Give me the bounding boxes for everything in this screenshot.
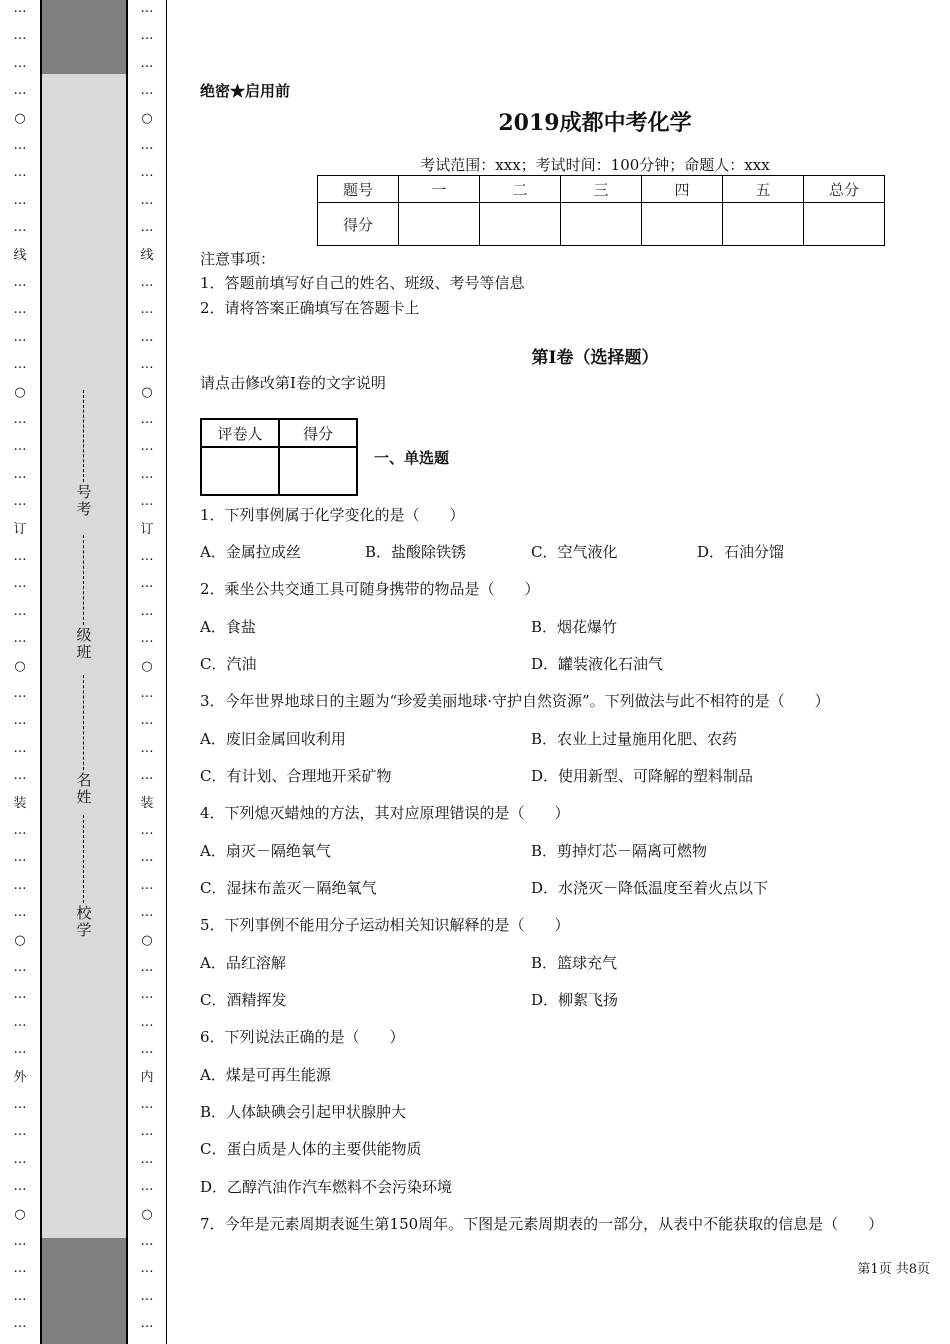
score-header-cell: 总分 <box>804 176 885 203</box>
outer-binding-column <box>8 0 32 1344</box>
binding-dots: … <box>140 302 154 318</box>
field-label: 名 姓 <box>76 771 92 806</box>
binding-dots: … <box>140 275 154 290</box>
option-b: B．人体缺碘会引起甲状腺肿大 <box>200 1103 407 1121</box>
option-d: D．乙醇汽油作汽车燃料不会污染环境 <box>200 1178 453 1196</box>
score-header-cell: 二 <box>480 176 561 203</box>
secret-mark: 绝密★启用前 <box>200 82 291 100</box>
binding-dots: … <box>13 960 27 975</box>
notice-item: 1．答题前填写好自己的姓名、班级、考号等信息 <box>200 274 525 292</box>
binding-dots: … <box>13 1014 27 1030</box>
grader-header: 得分 <box>279 419 357 447</box>
binding-dots: … <box>13 55 27 71</box>
binding-dots: … <box>140 823 154 838</box>
score-header-cell: 四 <box>642 176 723 203</box>
option-a: A．扇灭－隔绝氧气 <box>200 842 331 860</box>
binding-marker: 装 <box>13 795 27 811</box>
binding-dots: … <box>140 905 154 921</box>
binding-dots: … <box>140 83 154 99</box>
binding-dots: … <box>140 439 154 455</box>
option-a: A．金属拉成丝 <box>200 543 301 561</box>
score-header-cell: 三 <box>561 176 642 203</box>
option-c: C．有计划、合理地开采矿物 <box>200 767 392 785</box>
binding-dots: … <box>140 1234 154 1249</box>
binding-marker: 订 <box>13 521 27 537</box>
grader-header: 评卷人 <box>201 419 279 447</box>
score-input-cell[interactable] <box>723 203 804 246</box>
binding-dots: … <box>140 1 154 16</box>
binding-dots: … <box>13 603 27 619</box>
grader-input-cell[interactable] <box>201 447 279 495</box>
option-b: B．篮球充气 <box>531 954 618 972</box>
binding-marker: 外 <box>13 1069 27 1085</box>
binding-marker: ○ <box>141 658 153 674</box>
option-d: D．石油分馏 <box>697 543 785 561</box>
option-d: D．罐装液化石油气 <box>531 655 664 673</box>
option-d: D．使用新型、可降解的塑料制品 <box>531 767 754 785</box>
binding-marker: ○ <box>14 110 26 126</box>
binding-dots: … <box>140 1316 154 1332</box>
option-b: B．烟花爆竹 <box>531 618 618 636</box>
binding-dots: … <box>140 960 154 975</box>
score-table <box>317 175 885 246</box>
binding-dots: … <box>140 686 154 701</box>
field-underline <box>83 675 86 770</box>
binding-dots: … <box>13 1316 27 1332</box>
question-stem: 1．下列事例属于化学变化的是（ ） <box>200 506 465 524</box>
binding-marker: 线 <box>13 247 27 263</box>
score-header-cell: 一 <box>399 176 480 203</box>
binding-dots: … <box>140 329 154 345</box>
score-input-cell[interactable] <box>399 203 480 246</box>
binding-dots: … <box>13 576 27 592</box>
binding-dots: … <box>13 466 27 482</box>
part-title: 一、单选题 <box>374 449 450 467</box>
binding-grey-bottom <box>42 1238 126 1344</box>
binding-dots: … <box>140 138 154 153</box>
binding-dots: … <box>13 275 27 290</box>
binding-marker: ○ <box>141 384 153 400</box>
option-c: C．汽油 <box>200 655 257 673</box>
binding-marker: 内 <box>140 1069 154 1085</box>
binding-dots: … <box>140 1151 154 1167</box>
binding-dots: … <box>13 165 27 181</box>
field-label: 校 学 <box>76 904 92 939</box>
option-c: C．酒精挥发 <box>200 991 287 1009</box>
binding-dots: … <box>13 1151 27 1167</box>
exam-title: 2019成都中考化学 <box>498 110 692 136</box>
binding-dots: … <box>140 1042 154 1058</box>
question-stem: 6．下列说法正确的是（ ） <box>200 1028 405 1046</box>
option-c: C．湿抹布盖灭－隔绝氧气 <box>200 879 377 897</box>
notice-item: 2．请将答案正确填写在答题卡上 <box>200 299 420 317</box>
binding-marker: ○ <box>14 658 26 674</box>
binding-dots: … <box>13 905 27 921</box>
binding-dots: … <box>13 1179 27 1195</box>
binding-grey-top <box>42 0 126 74</box>
binding-dots: … <box>140 1097 154 1112</box>
binding-dots: … <box>140 1261 154 1277</box>
field-label: 级 班 <box>76 626 92 661</box>
score-header-cell: 题号 <box>318 176 399 203</box>
option-b: B．剪掉灯芯－隔离可燃物 <box>531 842 708 860</box>
binding-marker: 线 <box>140 247 154 263</box>
page-number: 第1页 共8页 <box>857 1262 930 1277</box>
binding-dots: … <box>13 877 27 893</box>
section-desc[interactable]: 请点击修改第I卷的文字说明 <box>200 374 386 392</box>
binding-dots: … <box>140 165 154 181</box>
option-c: C．蛋白质是人体的主要供能物质 <box>200 1140 422 1158</box>
binding-dots: … <box>140 28 154 44</box>
binding-dots: … <box>13 987 27 1003</box>
question-stem: 7．今年是元素周期表诞生第150周年。下图是元素周期表的一部分，从表中不能获取的信息是（ ） <box>200 1215 884 1233</box>
field-underline <box>83 390 86 482</box>
option-d: D．柳絮飞扬 <box>531 991 619 1009</box>
binding-dots: … <box>13 850 27 866</box>
binding-dots: … <box>140 220 154 236</box>
binding-dots: … <box>13 138 27 153</box>
question-stem: 2．乘坐公共交通工具可随身携带的物品是（ ） <box>200 580 540 598</box>
binding-dots: … <box>140 1179 154 1195</box>
option-b: B．盐酸除铁锈 <box>365 543 467 561</box>
option-a: A．废旧金属回收利用 <box>200 730 346 748</box>
question-stem: 5．下列事例不能用分子运动相关知识解释的是（ ） <box>200 916 570 934</box>
binding-dots: … <box>140 494 154 510</box>
score-header-cell: 五 <box>723 176 804 203</box>
binding-dots: … <box>140 55 154 71</box>
binding-dots: … <box>13 1124 27 1140</box>
binding-dots: … <box>140 1014 154 1030</box>
score-input-cell[interactable] <box>804 203 885 246</box>
binding-dots: … <box>13 1097 27 1112</box>
question-stem: 3．今年世界地球日的主题为“珍爱美丽地球·守护自然资源”。下列做法与此不相符的是（ ） <box>200 692 830 710</box>
option-a: A．食盐 <box>200 618 256 636</box>
score-input-cell[interactable] <box>642 203 723 246</box>
field-label: 号 考 <box>76 483 92 518</box>
option-c: C．空气液化 <box>531 543 618 561</box>
school-field[interactable] <box>72 815 96 939</box>
field-underline <box>83 815 86 903</box>
page-margin-line <box>166 0 167 1344</box>
binding-dots: … <box>140 987 154 1003</box>
question-stem: 4．下列熄灭蜡烛的方法，其对应原理错误的是（ ） <box>200 804 570 822</box>
name-field[interactable] <box>72 675 96 806</box>
binding-dots: … <box>13 329 27 345</box>
binding-dots: … <box>13 192 27 208</box>
binding-dots: … <box>13 439 27 455</box>
binding-dots: … <box>140 576 154 592</box>
binding-dots: … <box>140 768 154 784</box>
score-input-cell[interactable] <box>480 203 561 246</box>
binding-dots: … <box>13 357 27 373</box>
binding-dots: … <box>140 631 154 647</box>
binding-dots: … <box>13 549 27 564</box>
binding-marker: ○ <box>141 932 153 948</box>
option-a: A．煤是可再生能源 <box>200 1066 331 1084</box>
binding-dots: … <box>13 823 27 838</box>
binding-dots: … <box>13 1234 27 1249</box>
grader-input-cell[interactable] <box>279 447 357 495</box>
binding-dots: … <box>140 1288 154 1304</box>
class-field[interactable] <box>72 535 96 661</box>
binding-dots: … <box>13 412 27 427</box>
binding-dots: … <box>140 549 154 564</box>
option-d: D．水浇灭－降低温度至着火点以下 <box>531 879 769 897</box>
binding-dots: … <box>140 603 154 619</box>
option-b: B．农业上过量施用化肥、农药 <box>531 730 738 748</box>
exam-number-field[interactable] <box>72 390 96 518</box>
binding-dots: … <box>140 466 154 482</box>
binding-dots: … <box>13 302 27 318</box>
binding-marker: 装 <box>140 795 154 811</box>
score-row-label: 得分 <box>318 203 399 246</box>
binding-dots: … <box>140 1124 154 1140</box>
binding-dots: … <box>13 1288 27 1304</box>
binding-dots: … <box>13 494 27 510</box>
binding-dots: … <box>13 631 27 647</box>
option-a: A．品红溶解 <box>200 954 286 972</box>
binding-dots: … <box>13 713 27 729</box>
binding-dots: … <box>13 28 27 44</box>
binding-dots: … <box>13 1 27 16</box>
binding-dots: … <box>140 713 154 729</box>
binding-marker: ○ <box>14 384 26 400</box>
binding-marker: ○ <box>14 1206 26 1222</box>
section-title: 第I卷（选择题） <box>531 348 659 368</box>
binding-dots: … <box>13 686 27 701</box>
inner-binding-column <box>135 0 159 1344</box>
notice-title: 注意事项： <box>200 250 276 268</box>
binding-dots: … <box>140 850 154 866</box>
binding-marker: ○ <box>14 932 26 948</box>
binding-dots: … <box>140 357 154 373</box>
exam-info: 考试范围：xxx；考试时间：100分钟；命题人：xxx <box>420 156 770 174</box>
binding-dots: … <box>140 740 154 756</box>
binding-dots: … <box>13 1261 27 1277</box>
binding-dots: … <box>13 83 27 99</box>
binding-marker: ○ <box>141 1206 153 1222</box>
binding-dots: … <box>140 412 154 427</box>
binding-dots: … <box>140 192 154 208</box>
binding-dots: … <box>13 220 27 236</box>
binding-dots: … <box>13 768 27 784</box>
binding-dots: … <box>140 877 154 893</box>
binding-marker: 订 <box>140 521 154 537</box>
binding-border-right <box>126 0 128 1344</box>
binding-dots: … <box>13 740 27 756</box>
score-input-cell[interactable] <box>561 203 642 246</box>
binding-marker: ○ <box>141 110 153 126</box>
grader-table <box>200 418 358 496</box>
field-underline <box>83 535 86 625</box>
binding-dots: … <box>13 1042 27 1058</box>
